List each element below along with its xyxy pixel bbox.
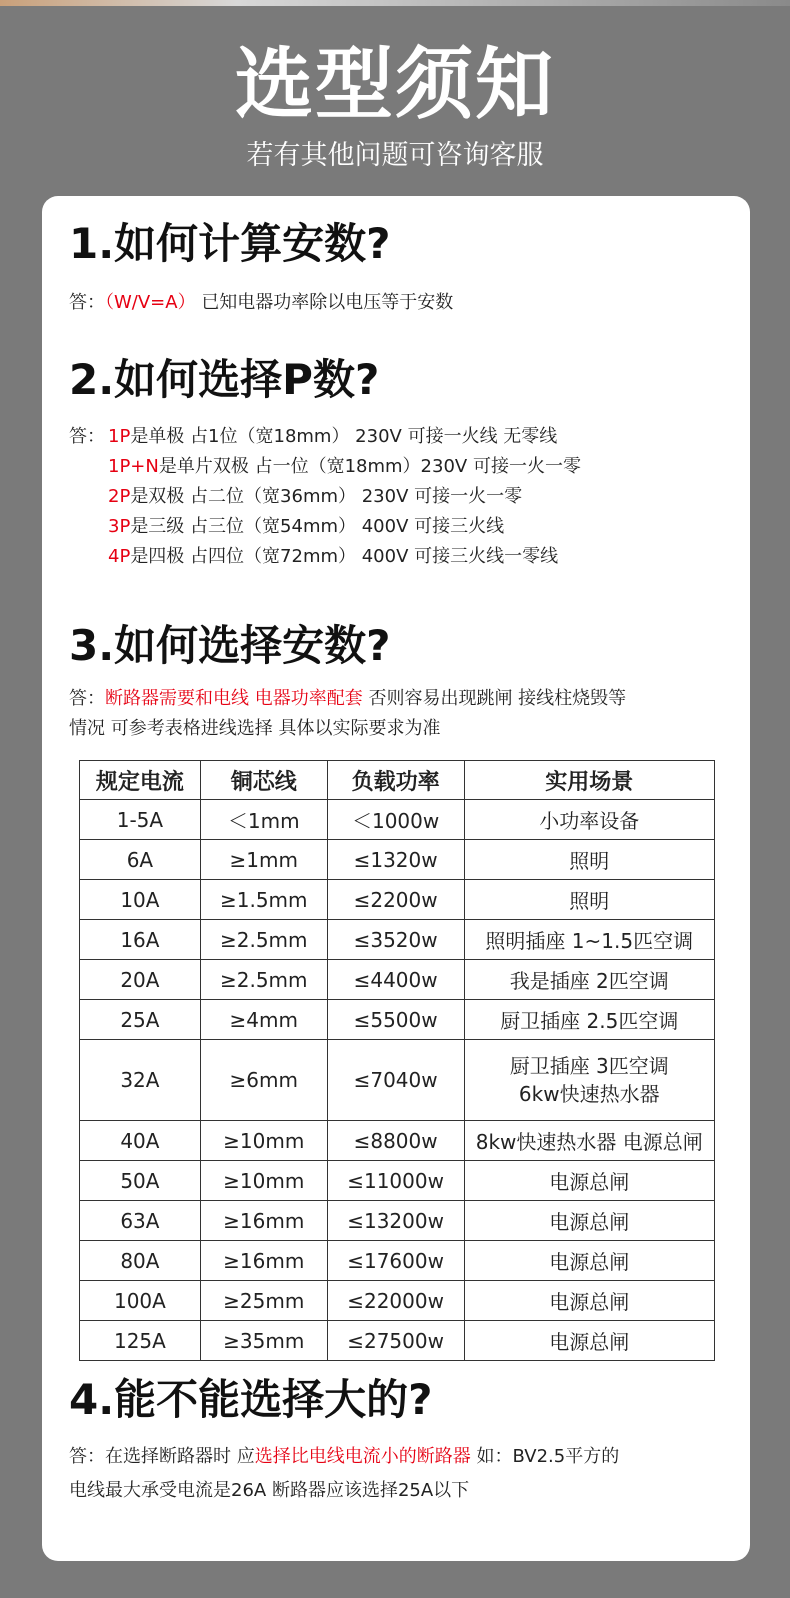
scene-line-2: 6kw快速热水器: [518, 1082, 660, 1106]
cell-wire: ≥6mm: [200, 1040, 327, 1121]
section4-answer-line2: 电线最大承受电流是26A 断路器应该选择25A以下: [69, 1480, 470, 1501]
cell-wire: ≥10mm: [200, 1161, 327, 1201]
p-tag: 4P: [108, 546, 131, 567]
cell-scene: 8kw快速热水器 电源总闸: [464, 1121, 714, 1161]
p-item-3p: [108, 512, 504, 542]
cell-scene: 照明插座 1~1.5匹空调: [464, 920, 714, 960]
section3-text1: 否则容易出现跳闸 接线柱烧毁等: [362, 688, 627, 709]
section1-heading: 1.如何计算安数?: [69, 219, 391, 268]
table-row: [80, 960, 715, 1000]
table-row: [80, 1121, 715, 1161]
cell-wire: ≥25mm: [200, 1281, 327, 1321]
cell-current: 80A: [80, 1241, 201, 1281]
cell-current: 1-5A: [80, 800, 201, 840]
cell-wire: ≥1.5mm: [200, 880, 327, 920]
p-item-1pn: [108, 452, 581, 482]
table-row: [80, 1161, 715, 1201]
cell-wire: ＜1mm: [200, 800, 327, 840]
p-tag: 3P: [108, 516, 131, 537]
p-text: 是单片双极 占一位（宽18mm）230V 可接一火一零: [158, 456, 581, 477]
cell-current: 125A: [80, 1321, 201, 1361]
cell-current: 32A: [80, 1040, 201, 1121]
cell-power: ≤17600w: [327, 1241, 464, 1281]
content-card: [42, 196, 750, 1561]
formula-text: （W/V=A）: [105, 292, 196, 313]
section3-answer-line1: [69, 684, 626, 714]
cell-wire: ≥2.5mm: [200, 920, 327, 960]
cell-power: ≤11000w: [327, 1161, 464, 1201]
section4-heading: 4.能不能选择大的?: [69, 1375, 433, 1424]
section4-answer-line1: [69, 1442, 619, 1472]
cell-power: ≤22000w: [327, 1281, 464, 1321]
cell-wire: ≥35mm: [200, 1321, 327, 1361]
table-row: [80, 1201, 715, 1241]
cell-power: ≤7040w: [327, 1040, 464, 1121]
header-current: 规定电流: [80, 761, 201, 800]
highlight-text: 选择比电线电流小的断路器: [254, 1446, 471, 1467]
section4-text1: 在选择断路器时 应: [105, 1446, 255, 1467]
p-item-2p: [108, 482, 522, 512]
header-scene: 实用场景: [464, 761, 714, 800]
cell-power: ≤1320w: [327, 840, 464, 880]
cell-power: ≤4400w: [327, 960, 464, 1000]
answer-prefix: 答：: [69, 1446, 105, 1467]
cell-current: 100A: [80, 1281, 201, 1321]
spec-table: [79, 760, 715, 1361]
answer-prefix: 答：: [69, 292, 105, 313]
cell-wire: ≥16mm: [200, 1201, 327, 1241]
cell-scene: [464, 1040, 714, 1121]
header-power: 负载功率: [327, 761, 464, 800]
cell-scene: 我是插座 2匹空调: [464, 960, 714, 1000]
cell-current: 16A: [80, 920, 201, 960]
cell-current: 40A: [80, 1121, 201, 1161]
cell-scene: 电源总闸: [464, 1281, 714, 1321]
scene-line-1: 厨卫插座 3匹空调: [509, 1054, 669, 1078]
cell-scene: 电源总闸: [464, 1201, 714, 1241]
highlight-text: 断路器需要和电线 电器功率配套: [105, 688, 363, 709]
table-row: [80, 1241, 715, 1281]
p-item-4p: [108, 542, 558, 572]
p-text: 是四极 占四位（宽72mm） 400V 可接三火线一零线: [130, 546, 559, 567]
cell-current: 63A: [80, 1201, 201, 1241]
section3-answer-line2: 情况 可参考表格进线选择 具体以实际要求为准: [69, 718, 441, 739]
cell-power: ≤27500w: [327, 1321, 464, 1361]
table-row: [80, 880, 715, 920]
p-tag: 1P+N: [108, 456, 159, 477]
cell-current: 50A: [80, 1161, 201, 1201]
section1-text: 已知电器功率除以电压等于安数: [201, 292, 454, 313]
section1-answer: [69, 288, 453, 318]
p-text: 是单极 占1位（宽18mm） 230V 可接一火线 无零线: [130, 426, 558, 447]
p-item-1p: [108, 422, 557, 452]
cell-power: ＜1000w: [327, 800, 464, 840]
cell-scene: 电源总闸: [464, 1241, 714, 1281]
cell-scene: 厨卫插座 2.5匹空调: [464, 1000, 714, 1040]
cell-scene: 小功率设备: [464, 800, 714, 840]
p-tag: 2P: [108, 486, 131, 507]
table-row: [80, 1281, 715, 1321]
section3-heading: 3.如何选择安数?: [69, 621, 391, 670]
cell-power: ≤2200w: [327, 880, 464, 920]
cell-current: 6A: [80, 840, 201, 880]
table-row: [80, 800, 715, 840]
section4-text2: 如：BV2.5平方的: [470, 1446, 620, 1467]
cell-current: 10A: [80, 880, 201, 920]
cell-wire: ≥10mm: [200, 1121, 327, 1161]
page-subtitle: 若有其他问题可咨询客服: [246, 140, 544, 171]
table-row: [80, 920, 715, 960]
cell-scene: 照明: [464, 880, 714, 920]
cell-power: ≤3520w: [327, 920, 464, 960]
table-row: [80, 1000, 715, 1040]
cell-scene: 电源总闸: [464, 1321, 714, 1361]
cell-scene: 电源总闸: [464, 1161, 714, 1201]
table-header-row: [80, 761, 715, 800]
top-decor-strip: [0, 0, 790, 6]
table-row: [80, 1321, 715, 1361]
header-wire: 铜芯线: [200, 761, 327, 800]
answer-prefix: 答：: [69, 688, 105, 709]
page-title: 选型须知: [234, 40, 555, 130]
table-row: [80, 840, 715, 880]
cell-wire: ≥1mm: [200, 840, 327, 880]
cell-current: 25A: [80, 1000, 201, 1040]
cell-current: 20A: [80, 960, 201, 1000]
p-tag: 1P: [108, 426, 131, 447]
cell-wire: ≥2.5mm: [200, 960, 327, 1000]
p-text: 是三级 占三位（宽54mm） 400V 可接三火线: [130, 516, 505, 537]
cell-power: ≤8800w: [327, 1121, 464, 1161]
cell-wire: ≥4mm: [200, 1000, 327, 1040]
cell-power: ≤5500w: [327, 1000, 464, 1040]
section2-prefix: 答：: [69, 426, 105, 447]
p-text: 是双极 占二位（宽36mm） 230V 可接一火一零: [130, 486, 523, 507]
cell-scene: 照明: [464, 840, 714, 880]
section2-heading: 2.如何选择P数?: [69, 355, 380, 404]
cell-wire: ≥16mm: [200, 1241, 327, 1281]
cell-power: ≤13200w: [327, 1201, 464, 1241]
table-row: [80, 1040, 715, 1121]
